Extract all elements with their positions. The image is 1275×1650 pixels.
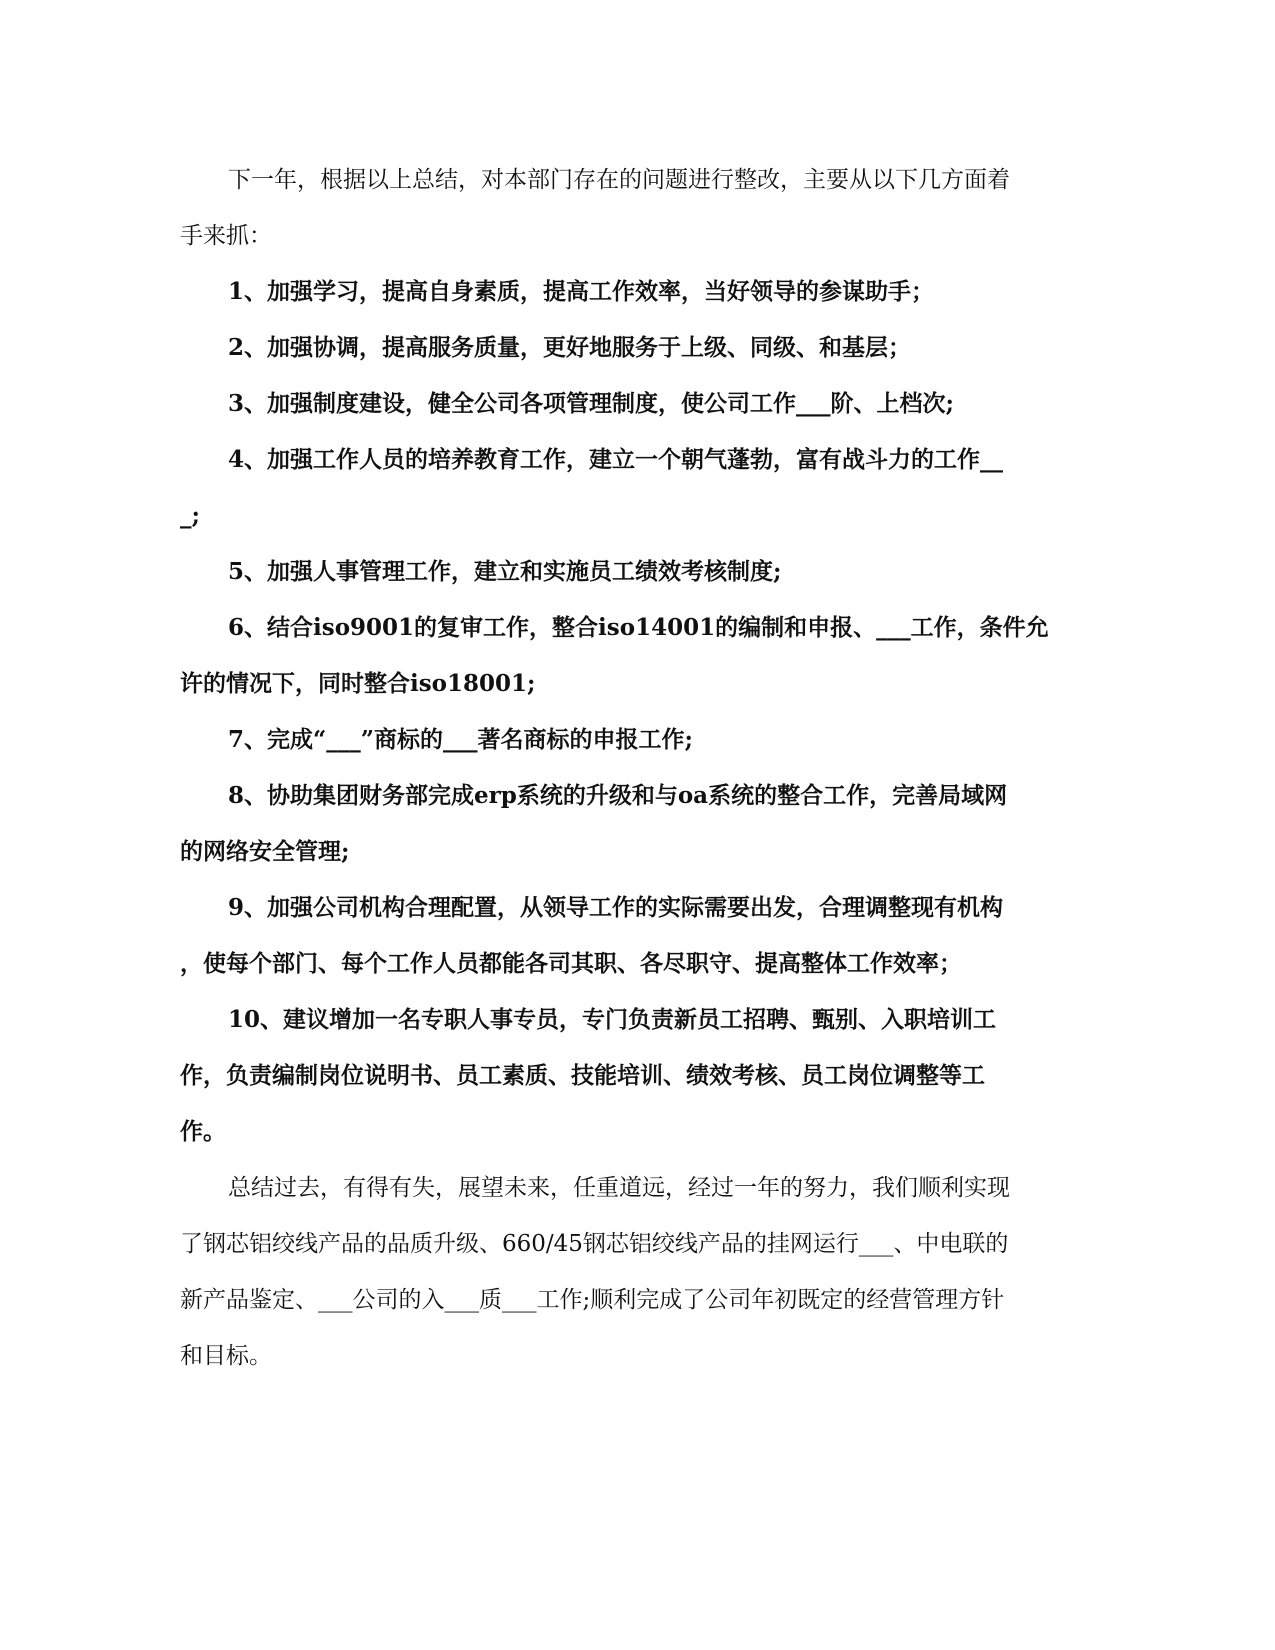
list-item-8-line-1: 8、协助集团财务部完成erp系统的升级和与oa系统的整合工作，完善局域网 [228,782,1008,809]
list-item-5: 5、加强人事管理工作，建立和实施员工绩效考核制度; [228,558,782,585]
paragraph-summary-line-2: 了钢芯铝绞线产品的品质升级、660/45钢芯铝绞线产品的挂网运行___、中电联的 [180,1231,1009,1257]
list-item-9-line-1: 9、加强公司机构合理配置，从领导工作的实际需要出发，合理调整现有机构 [228,894,1004,921]
paragraph-summary-line-1: 总结过去，有得有失，展望未来，任重道远，经过一年的努力，我们顺利实现 [228,1175,1010,1201]
list-item-10-line-3: 作。 [180,1118,226,1145]
list-item-4-line-1: 4、加强工作人员的培养教育工作，建立一个朝气蓬勃，富有战斗力的工作__ [228,446,1004,473]
paragraph-intro-line-2: 手来抓： [180,223,272,249]
list-item-10-line-1: 10、建议增加一名专职人事专员，专门负责新员工招聘、甄别、入职培训工 [228,1006,997,1033]
list-item-8-line-2: 的网络安全管理; [180,838,350,865]
list-item-7: 7、完成“___”商标的___著名商标的申报工作; [228,726,693,753]
paragraph-summary-line-3: 新产品鉴定、___公司的入___质___工作;顺利完成了公司年初既定的经营管理方针 [180,1287,1005,1313]
list-item-2: 2、加强协调，提高服务质量，更好地服务于上级、同级、和基层； [228,334,912,361]
list-item-3: 3、加强制度建设，健全公司各项管理制度，使公司工作___阶、上档次; [228,390,954,417]
list-item-9-line-2: ，使每个部门、每个工作人员都能各司其职、各尽职守、提高整体工作效率； [180,950,962,977]
paragraph-intro-line-1: 下一年，根据以上总结，对本部门存在的问题进行整改，主要从以下几方面着 [228,167,1010,193]
list-item-6-line-2: 许的情况下，同时整合iso18001; [180,670,536,697]
list-item-1: 1、加强学习，提高自身素质，提高工作效率，当好领导的参谋助手； [228,278,935,305]
list-item-4-line-2: _; [180,502,200,529]
list-item-6-line-1: 6、结合iso9001的复审工作，整合iso14001的编制和申报、___工作，条件允 [228,614,1049,641]
list-item-10-line-2: 作，负责编制岗位说明书、员工素质、技能培训、绩效考核、员工岗位调整等工 [180,1062,985,1089]
paragraph-summary-line-4: 和目标。 [180,1343,272,1369]
